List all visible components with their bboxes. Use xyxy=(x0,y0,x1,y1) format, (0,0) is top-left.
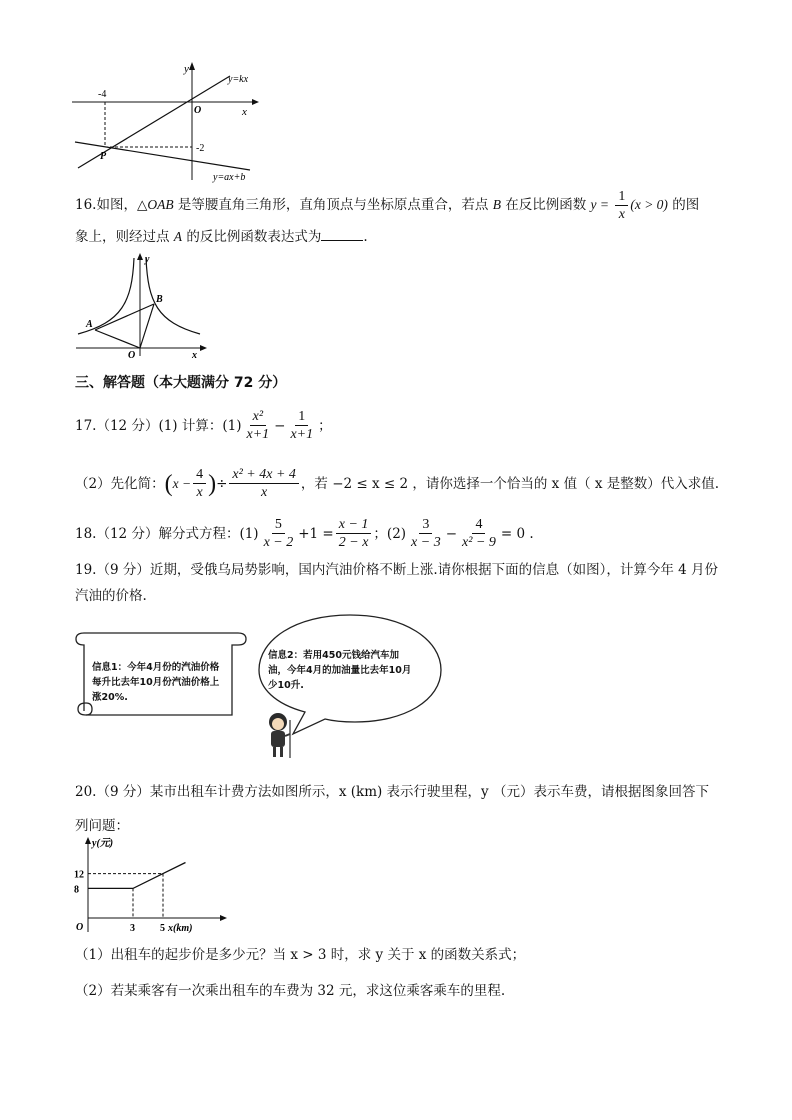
info2-text: 信息2：若用450元钱给汽车加 油，今年4月的加油量比去年10月 少10升. xyxy=(268,650,412,691)
q20-line1: 20.（9 分）某市出租车计费方法如图所示，x (km) 表示行驶里程，y （元）表示车费，请根据图象回答下 xyxy=(75,784,709,800)
q19-line2: 汽油的价格. xyxy=(75,588,147,604)
left-paren: ( xyxy=(164,470,173,497)
q20-sub1: （1）出租车的起步价是多少元？当 x > 3 时，求 y 关于 x 的函数关系式； xyxy=(75,947,526,963)
x-axis-label: x xyxy=(242,106,247,118)
chart-y-label: y(元) xyxy=(92,838,114,849)
cartoon-girl-icon xyxy=(262,710,298,760)
q18-line: 18.（12 分）解分式方程：(1) $\frac{5}{x - 2}$ +1 = $\frac{x - 1}{2 - x}$ ；(2) $\frac{3}{x - 3}$ − $\frac{4}{\text{x² − 9}}$ = 0 . xyxy=(75,517,534,550)
x-tick-label-5: 5 xyxy=(160,923,165,934)
origin-label: O xyxy=(128,350,136,361)
y-axis-arrow xyxy=(137,253,143,260)
x-tick-label-3: 3 xyxy=(130,923,135,934)
line-kx-label: y=kx xyxy=(228,74,249,85)
x-axis-label: x xyxy=(192,350,197,361)
info1-text: 信息1：今年4月份的汽油价格 每升比去年10月份汽油价格上 涨20%. xyxy=(92,662,220,703)
neg2-label: -2 xyxy=(196,143,205,154)
q17-frac1: $\frac{\text{x²}}{x+1}$ xyxy=(246,409,270,442)
q18-frac3: $\frac{3}{x - 3}$ xyxy=(411,517,441,550)
answer-blank xyxy=(321,226,363,241)
taxi-fare-chart xyxy=(72,834,232,938)
figure-q16 xyxy=(72,252,212,362)
q16-line2: 象上，则经过点 A 的反比例函数表达式为 . xyxy=(75,226,368,247)
section-heading: 三、解答题（本大题满分 72 分） xyxy=(75,375,287,391)
x-axis-arrow xyxy=(200,345,207,351)
neg4-label: -4 xyxy=(98,89,107,100)
segment-ob xyxy=(140,304,154,348)
q17-frac2: $\frac{1}{x+1}$ xyxy=(290,409,314,442)
figure-q15 xyxy=(70,58,260,183)
chart-y-arrow xyxy=(85,837,91,844)
y-axis-label: y xyxy=(145,254,150,265)
q19-line1: 19.（9 分）近期，受俄乌局势影响，国内汽油价格不断上涨.请你根据下面的信息（如图），计算今年 4 月份 xyxy=(75,562,719,578)
q20-sub2: （2）若某乘客有一次乘出租车的车费为 32 元，求这位乘客乘车的里程. xyxy=(75,983,506,999)
fare-line xyxy=(88,863,186,889)
chart-x-arrow xyxy=(220,915,227,921)
hyperbola-right xyxy=(146,258,200,334)
y-axis-label: y xyxy=(184,63,189,75)
y-axis-arrow xyxy=(189,62,195,70)
q18-frac2: $\frac{x - 1}{2 - x}$ xyxy=(336,516,372,551)
y-tick-label-8: 8 xyxy=(74,884,79,896)
q17-frac4: $\frac{\text{x² + 4x + 4}}{x}$ xyxy=(229,466,299,501)
point-b-label: B xyxy=(156,294,163,305)
point-a-label: A xyxy=(86,319,93,330)
point-p-label: P xyxy=(100,151,107,162)
q16-fraction: $\frac{1}{x}$ xyxy=(615,188,628,223)
q20-line2: 列问题： xyxy=(75,818,129,834)
q17-line2: （2）先化简： ( x − $\frac{4}{x}$ ) ÷ $\frac{\text{x² + 4x + 4}}{x}$ ，若 −2 ≤ x ≤ 2 ，请你选择一个恰当的 x 值（ x 是整数）代入求值. xyxy=(75,467,720,500)
right-paren: ) xyxy=(208,470,217,497)
origin-label: O xyxy=(194,105,202,116)
segment-ab xyxy=(95,304,154,330)
q17-line1: 17.（12 分）(1) 计算：(1) $\frac{\text{x²}}{x+1}$ − $\frac{1}{x+1}$ ； xyxy=(75,409,332,442)
q16-line1: 16.如图，△OAB 是等腰直角三角形，直角顶点与坐标原点重合，若点 B 在反比例函数 y = $\frac{1}{x}$ (x > 0) 的图 xyxy=(75,189,700,222)
x-axis-arrow xyxy=(252,99,259,105)
q18-frac4: $\frac{4}{\text{x² − 9}}$ xyxy=(462,517,496,550)
chart-x-label: x(km) xyxy=(168,923,193,934)
q18-frac1: $\frac{5}{x - 2}$ xyxy=(263,517,294,550)
chart-origin-label: O xyxy=(76,922,84,933)
segment-oa xyxy=(95,330,140,348)
line-axb-label: y=ax+b xyxy=(213,172,246,183)
y-tick-label-12: 12 xyxy=(74,869,84,881)
q17-frac3: $\frac{4}{x}$ xyxy=(193,466,206,501)
